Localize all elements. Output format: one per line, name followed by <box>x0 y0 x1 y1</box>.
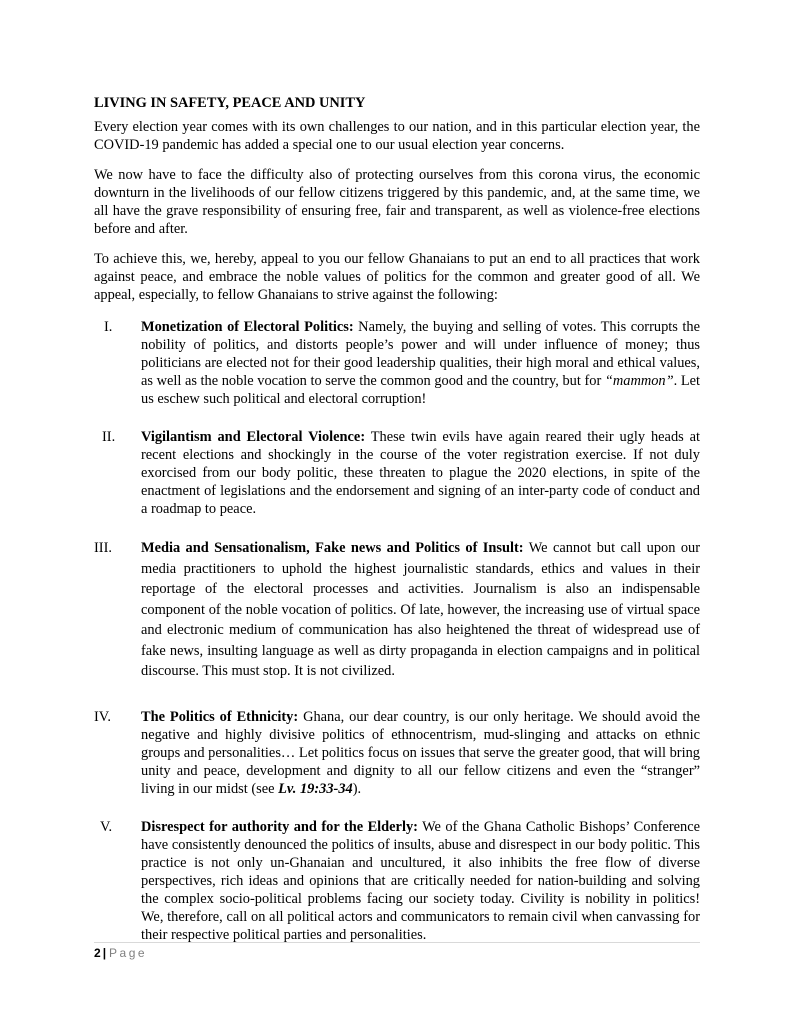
list-item-media <box>94 538 700 682</box>
list-item-vigilantism <box>94 428 700 518</box>
list-item-number: III. <box>94 540 112 556</box>
list-item-text-after: . Let us eschew such political and electoral corruption! <box>141 373 701 407</box>
page-number: 2 <box>94 946 101 960</box>
paragraph-appeal: To achieve this, we, hereby, appeal to you our fellow Ghanaians to put an end to all practices that work against peace, and embrace the noble values of politics for the common and greater good of all. We appeal, especially, to fellow Ghanaians to strive against the following: <box>94 251 700 303</box>
list-item-title: The Politics of Ethnicity: <box>141 708 299 725</box>
list-item-number: II. <box>102 429 116 445</box>
concerns-list <box>94 318 700 944</box>
list-item-title: Monetization of Electoral Politics: <box>141 319 354 335</box>
list-item-monetization <box>94 318 700 408</box>
list-item-text: We cannot but call upon our media practitioners to uphold the highest journalistic standards, ethics and values in their reportage of the electoral processes and activities. Journalism is also an indispensable component of the noble vocation of politics. Of late, however, the increasing use of virtual space and electronic medium of communication has also heightened the threat of widespread use of fake news, insulting language as well as dirty propaganda in election campaigns and in political discourse. This must stop. It is not civilized. <box>141 540 700 679</box>
footer-divider <box>94 942 700 943</box>
list-item-text: Ghana, our dear country, is our only heritage. We should avoid the negative and highly divisive politics of ethnocentrism, mud-slinging and attacks on ethnic groups and personalities… Let politics focus on issues that serve the greater good, that will bring unity and peace, development and dignity to all our fellow citizens and even the “stranger” living in our midst (see <box>141 708 701 797</box>
list-item-italic: “mammon” <box>604 373 674 389</box>
list-item-reference: Lv. 19:33-34 <box>278 780 353 797</box>
list-item-text: We of the Ghana Catholic Bishops’ Conference have consistently denounced the politics of insults, abuse and disrespect in our body politic. This practice is not only un-Ghanaian and uncultured, it also inhibits the free flow of diverse perspectives, rich ideas and opinions that are critically needed for nation-building and solving the complex socio-political problems facing our society today. Civility is nobility in politics! We, therefore, call on all political actors and communicators to remain civil when canvassing for their respective political parties and personalities. <box>141 818 700 943</box>
paragraph-difficulty: We now have to face the difficulty also of protecting ourselves from this corona virus, the economic downturn in the livelihoods of our fellow citizens triggered by this pandemic, and, at the same time, we all have the grave responsibility of ensuring free, fair and transparent, as well as violence-free elections before and after. <box>94 167 700 237</box>
list-item-ethnicity <box>94 708 700 798</box>
footer-separator: | <box>102 946 107 960</box>
list-item-title: Media and Sensationalism, Fake news and Politics of Insult: <box>141 540 524 556</box>
page-footer <box>94 945 147 961</box>
list-item-number: V. <box>100 818 113 835</box>
list-item-title: Disrespect for authority and for the Elderly: <box>141 818 418 835</box>
list-item-text-after: ). <box>352 780 362 797</box>
list-item-number: IV. <box>94 708 111 725</box>
paragraph-intro: Every election year comes with its own challenges to our nation, and in this particular election year, the COVID-19 pandemic has added a special one to our usual election year concerns. <box>94 119 700 153</box>
list-item-number: I. <box>104 319 113 335</box>
page-word: Page <box>109 946 148 960</box>
list-item-text: These twin evils have again reared their ugly heads at recent elections and shockingly in the course of the voter registration exercise. If not duly exorcised from our body politic, these threaten to plague the 2020 elections, in spite of the enactment of legislations and the endorsement and signing of an inter-party code of conduct and a roadmap to peace. <box>141 429 700 517</box>
list-item-title: Vigilantism and Electoral Violence: <box>141 429 366 445</box>
list-item-disrespect <box>94 818 700 944</box>
list-item-text: Namely, the buying and selling of votes. This corrupts the nobility of politics, and distorts people’s power and will under influence of money; thus politicians are elected not for their good leadership qualities, their high moral and ethical values, as well as the noble vocation to serve the common good and the country, but for <box>141 319 700 389</box>
section-heading: LIVING IN SAFETY, PEACE AND UNITY <box>94 95 366 111</box>
document-body <box>94 94 700 964</box>
